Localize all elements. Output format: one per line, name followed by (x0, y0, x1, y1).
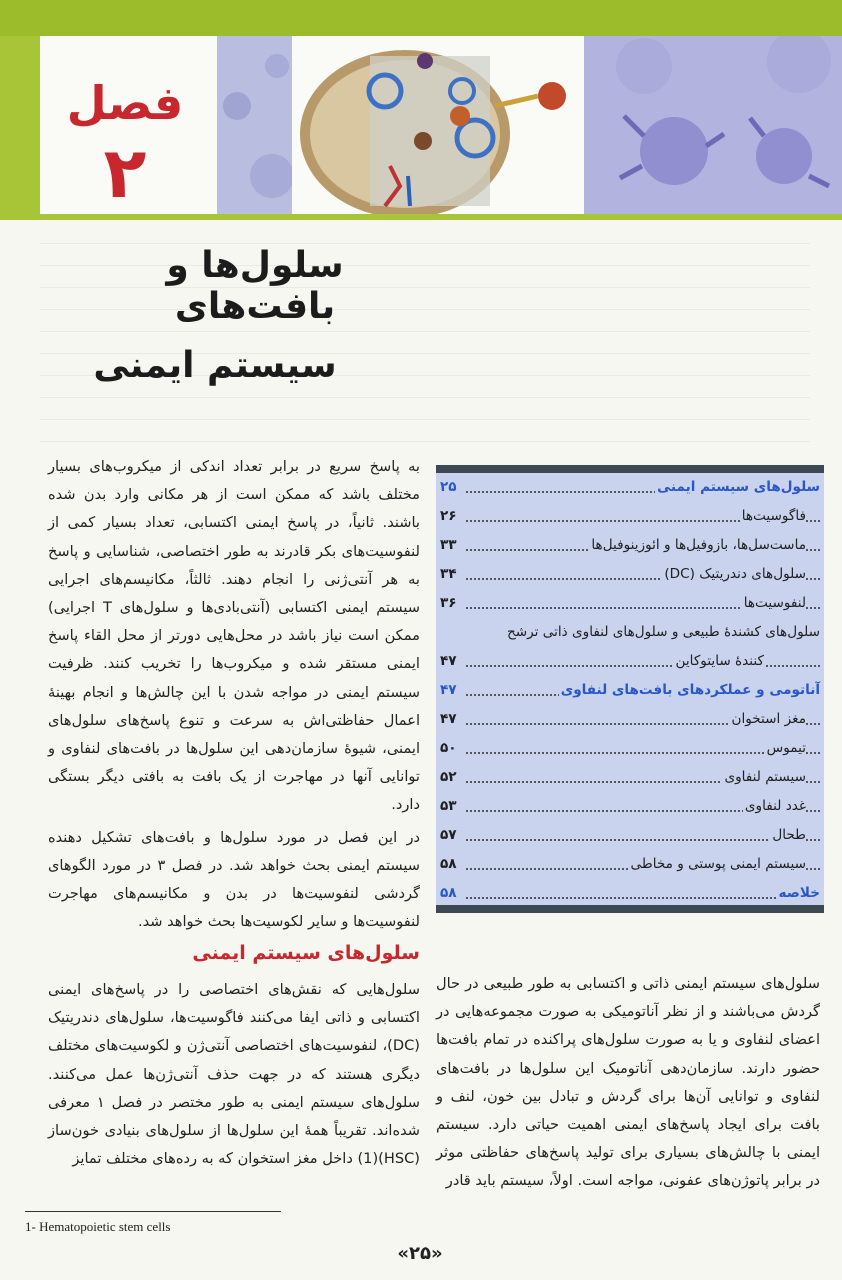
chapter-title-line-1: سلول‌ها و بافت‌های (166, 245, 344, 327)
section-left-paragraph: سلول‌هایی که نقش‌های اختصاصی را در پاسخ‌های ایمنی اکتسابی و ذاتی ایفا می‌کنند فاگوسیت‌ها، سلول‌های دندریتیک (DC)، لنفوسیت‌های اختصاصی آنتی‌ژن و لکوسیت‌های مختلف دیگری هستند که در جهت حذف آنتی‌ژن‌ها عمل می‌کنند. سلول‌های سیستم ایمنی به طور مختصر در فصل ۱ معرفی شده‌اند. تقریباً همهٔ این سلول‌ها از سلول‌های بنیادی خون‌ساز (HSC)(1) داخل مغز استخوان که به رده‌های مختلف تمایز (48, 981, 420, 1168)
intro-paragraph-1: به پاسخ سریع در برابر تعداد اندکی از میکروب‌های بسیار مختلف باشد که ممکن است از هر مکانی وارد بدن شده باشند. ثانیاً، در پاسخ ایمنی اکتسابی، تعداد بسیار کمی از لنفوسیت‌های بکر قادرند به طور اختصاصی، شناسایی و پاسخ به هر آنتی‌ژنی را انجام دهند. ثالثاً، مکانیسم‌های اجرایی سیستم ایمنی اکتسابی (آنتی‌بادی‌ها و سلول‌های T اجرایی) ممکن است نیاز باشد در محل‌هایی دورتر از محل القاء پاسخ ایمنی مستقر شده و میکروب‌ها را تخریب کنند. ظرفیت سیستم ایمنی در مواجه شدن با این چالش‌ها و انجام بهینهٔ اعمال حفاظتی‌اش به سرعت و تنوع پاسخ‌های سلول‌های ایمنی، شیوهٔ سازمان‌دهی این سلول‌ها در بافت‌های لنفاوی و توانایی آنها در مهاجرت از یک بافت به بافتی دیگر بستگی دارد. (48, 458, 420, 814)
toc-entry-page: ۳۴ (440, 566, 457, 582)
toc-entry-page: ۵۸ (440, 885, 457, 901)
toc-entry-label: آناتومی و عملکردهای بافت‌های لنفاوی (560, 682, 820, 698)
lymph-node-drawing (290, 36, 590, 220)
top-green-strip (0, 0, 842, 36)
toc-entry-page: ۵۰ (440, 740, 457, 756)
section-text-left (48, 976, 420, 1173)
toc-entry (436, 560, 824, 589)
toc-entry (436, 531, 824, 560)
banner-green-edge (0, 36, 40, 220)
toc-entry (436, 473, 824, 502)
toc-entry-label: ماست‌سل‌ها، بازوفیل‌ها و ائوزینوفیل‌ها (591, 537, 806, 553)
toc-entry-page: ۵۲ (440, 769, 457, 785)
toc-entry (436, 763, 824, 792)
toc-entry-label: سلول‌های کشندهٔ طبیعی و سلول‌های لنفاوی ذاتی ترشح (506, 624, 820, 640)
toc-list (436, 473, 824, 908)
section-right-paragraph: سلول‌های سیستم ایمنی ذاتی و اکتسابی به طور طبیعی در حال گردش می‌باشند و از نظر آناتومیکی به صورت مجموعه‌هایی در اعضای لنفاوی و یا به صورت سلول‌های پراکنده در تمام بافت‌ها حضور دارند. سازمان‌دهی آناتومیک این سلول‌ها در بافت‌های لنفاوی و توانایی آن‌ها برای گردش و تبادل بین خون، لنف و بافت برای ایجاد پاسخ‌های ایمنی اهمیت حیاتی دارد. سیستم ایمنی با چالش‌های بسیاری برای تولید پاسخ‌های حفاظتی موثر در برابر پاتوژن‌های عفونی، مواجه است. اولاً، سیستم باید قادر (436, 975, 820, 1190)
footnote-divider (25, 1211, 281, 1212)
toc-entry (436, 821, 824, 850)
section-heading: سلول‌های سیستم ایمنی (192, 942, 420, 964)
toc-entry (436, 792, 824, 821)
toc-entry-page: ۵۳ (440, 798, 457, 814)
toc-entry-label: سیستم ایمنی پوستی و مخاطی (630, 856, 806, 872)
lymph-node-illustration (290, 36, 590, 220)
toc-entry-page: ۳۶ (440, 595, 457, 611)
toc-entry-label: سیستم لنفاوی (724, 769, 806, 785)
toc-entry-label: تیموس (766, 740, 806, 756)
toc-entry-page: ۵۸ (440, 856, 457, 872)
toc-entry-page: ۵۷ (440, 827, 457, 843)
toc-entry-page: ۴۷ (440, 653, 457, 669)
chapter-contents-box (436, 465, 824, 913)
toc-entry-label: کنندهٔ سایتوکاین (675, 653, 764, 669)
toc-entry-label: غدد لنفاوی (744, 798, 806, 814)
toc-leader-dots (466, 651, 820, 667)
toc-leader-dots (466, 883, 820, 899)
toc-entry-label: سلول‌های دندریتیک (DC) (664, 566, 806, 582)
cell-decoration (217, 36, 292, 220)
toc-entry (436, 589, 824, 618)
toc-entry (436, 879, 824, 908)
toc-entry-label: سلول‌های سیستم ایمنی (657, 479, 820, 495)
toc-entry-label: طحال (772, 827, 806, 843)
chapter-number: ۲ (103, 132, 147, 214)
toc-entry-page: ۲۵ (440, 479, 457, 495)
intro-text-column (48, 453, 420, 936)
banner-underline (40, 214, 842, 220)
toc-entry-page: ۳۳ (440, 537, 457, 553)
toc-entry (436, 618, 824, 647)
toc-leader-dots (466, 825, 820, 841)
toc-entry (436, 502, 824, 531)
toc-entry (436, 705, 824, 734)
intro-paragraph-2: در این فصل در مورد سلول‌ها و بافت‌های تشکیل دهنده سیستم ایمنی بحث خواهد شد. در فصل ۳ در مورد الگوهای گردشی لنفوسیت‌ها در بدن و مکانیسم‌های مهاجرت لنفوسیت‌ها و سایر لکوسیت‌ها بحث خواهد شد. (48, 828, 420, 931)
toc-entry-label: خلاصه (778, 885, 820, 901)
toc-entry-page: ۲۶ (440, 508, 457, 524)
page-number: «۲۵» (397, 1243, 443, 1264)
section-text-right (436, 970, 820, 1196)
toc-entry (436, 734, 824, 763)
chapter-banner (0, 36, 842, 220)
dendritic-cell-decoration (584, 36, 842, 220)
chapter-title (40, 243, 410, 403)
footnote: 1- Hematopoietic stem cells (25, 1219, 171, 1234)
banner-cell-panel-right (584, 36, 842, 220)
toc-entry (436, 647, 824, 676)
banner-cell-panel-left (217, 36, 292, 220)
toc-entry (436, 676, 824, 705)
toc-entry (436, 850, 824, 879)
toc-entry-page: ۴۷ (440, 711, 457, 727)
toc-entry-page: ۴۷ (440, 682, 457, 698)
chapter-title-line-2: سیستم ایمنی (93, 345, 337, 386)
chapter-label: فصل (66, 76, 184, 130)
toc-entry-label: فاگوسیت‌ها (741, 508, 806, 524)
toc-entry-label: لنفوسیت‌ها (743, 595, 806, 611)
toc-entry-label: مغز استخوان (731, 711, 806, 727)
